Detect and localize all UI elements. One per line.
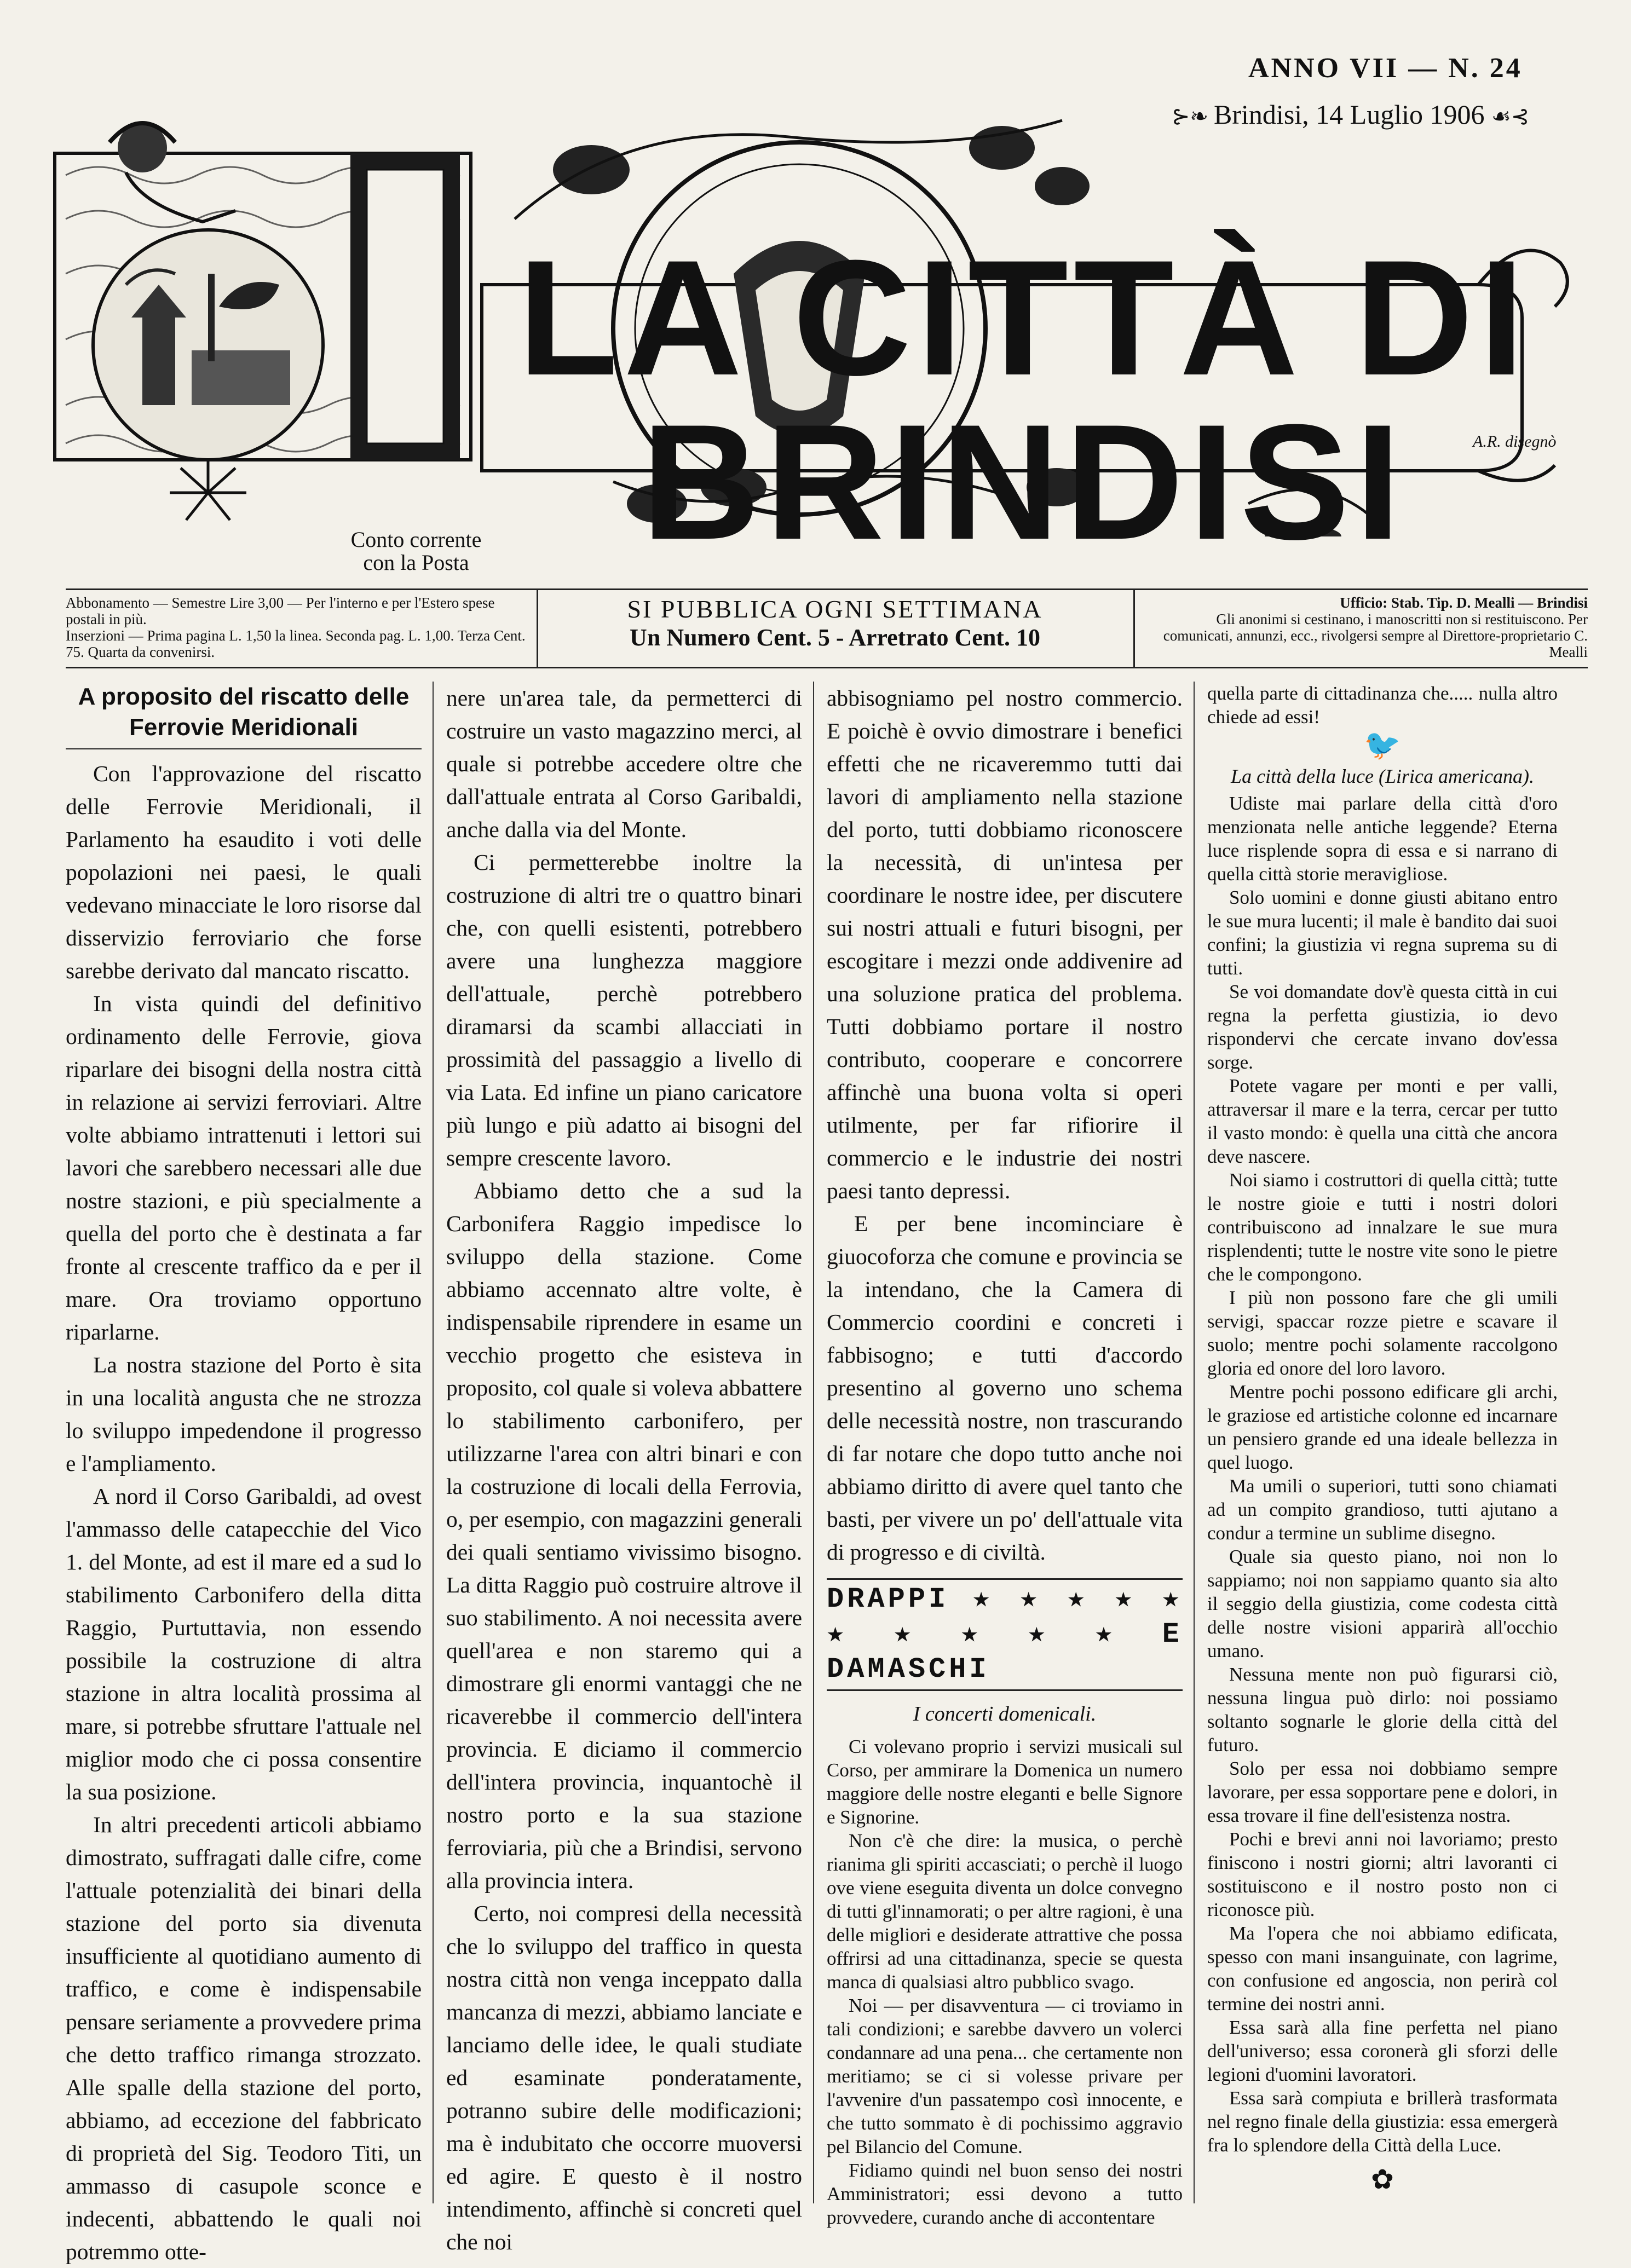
- paragraph: Quale sia questo piano, noi non lo sappiamo; noi non sappiamo quanto sia alto il seggio della giustizia, come codesta città delle nostre visioni apparirà all'occhio umano.: [1207, 1546, 1558, 1661]
- poem-title: La città della luce (Lirica americana).: [1231, 765, 1534, 787]
- price: Un Numero Cent. 5 - Arretrato Cent. 10: [630, 624, 1040, 651]
- column-rule: [1194, 682, 1195, 2203]
- paragraph: Noi siamo i costruttori di quella città; tutte le nostre gioie e tutti i nostri dolori contribuiscono ad innalzare le sue mura risplendenti; tutte le nostre vite sono le pietre che le compongono.: [1207, 1169, 1558, 1285]
- postal-note: Conto corrente con la Posta: [350, 527, 482, 575]
- paragraph: Fidiamo quindi nel buon senso dei nostri Amministratori; essi devono a tutto provvedere, curando anche di accontentare: [827, 2160, 1183, 2228]
- article-headline: A proposito del riscatto delle Ferrovie Meridionali: [78, 683, 410, 741]
- paragraph: abbisogniamo pel nostro commercio. E poichè è ovvio dimostrare i benefici effetti che ne ricaveremmo tutti dai lavori di ampliamento nella stazione del porto, tutti dobbiamo riconoscere la necessità, di un'intesa per coordinare le nostre idee, per discutere sui nostri attuali e futuri bisogni, per escogitare i mezzi onde addivenire ad una soluzione pratica del problema. Tutti dobbiamo portare il nostro contributo, cooperare e concorrere affinchè una buona volta si operi utilmente, per far rifiorire il commercio e le industrie dei nostri paesi tanto depressi.: [827, 685, 1183, 1203]
- paragraph: quella parte di cittadinanza che..... nulla altro chiede ad essi!: [1207, 683, 1558, 728]
- paragraph: Essa sarà alla fine perfetta nel piano dell'universo; essa coronerà gli sforzi delle legioni d'uomini lavoratori.: [1207, 2017, 1558, 2085]
- column-1: [66, 682, 422, 2268]
- issue-number: ANNO VII — N. 24: [1248, 53, 1523, 84]
- office-address: Ufficio: Stab. Tip. D. Mealli — Brindisi: [1340, 595, 1588, 611]
- date-text: Brindisi, 14 Luglio 1906: [1214, 99, 1485, 130]
- divider: [1133, 590, 1135, 667]
- newspaper-title: LA CITTÀ DI BRINDISI: [517, 226, 1530, 574]
- paragraph: Udiste mai parlare della città d'oro menzionata nelle antiche leggende? Eterna luce risplende sopra di essa e si narrano di quella città storie meravigliose.: [1207, 793, 1558, 885]
- paragraph: Con l'approvazione del riscatto delle Ferrovie Meridionali, il Parlamento ha esaudito i voti delle popolazioni nei paesi, le quali vedevano minacciate le loro risorse dal disservizio ferroviario che forse sarebbe derivato dal mancato riscatto.: [66, 761, 422, 983]
- paragraph: In altri precedenti articoli abbiamo dimostrato, suffragati dalle cifre, come l'attuale potenzialità dei binari della stazione del porto sia divenuta insufficiente al quotidiano aumento di traffico, e come è indispensabile pensare seriamente a provvedere prima che detto traffico rimanga strozzato. Alle spalle della stazione del porto, abbiamo, ad eccezione del fabbricato di proprietà del Sig. Teodoro Titi, un ammasso di casupole sconce e indecenti, abbattendo le quali noi potremmo otte-: [66, 1812, 422, 2264]
- ornament-left-icon: ⊱❧: [1172, 104, 1214, 129]
- paragraph: Pochi e brevi anni noi lavoriamo; presto finiscono i nostri giorni; altri lavoranti ci sostituiscono e il nostro posto non ci riconosce più.: [1207, 1828, 1558, 1920]
- paragraph: Nessuna mente non può figurarsi ciò, nessuna lingua può dirlo: noi possiamo soltanto sognarle le glorie della città del futuro.: [1207, 1664, 1558, 1756]
- subscription-rates: Abbonamento — Semestre Lire 3,00 — Per l'interno e per l'Estero spese postali in più.: [66, 595, 495, 627]
- paragraph: Ci volevano proprio i servizi musicali sul Corso, per ammirare la Domenica un numero maggiore delle nostre eleganti e belle Signore e Signorine.: [827, 1736, 1183, 1828]
- paragraph: Ma umili o superiori, tutti sono chiamati ad un compito grandioso, tutti ajutano a condur a termine un sublime disegno.: [1207, 1475, 1558, 1544]
- paragraph: nere un'area tale, da permetterci di costruire un vasto magazzino merci, al quale si potrebbe accedere oltre che dall'attuale entrata al Corso Garibaldi, anche dalla via del Monte.: [446, 685, 802, 842]
- office-info: [1150, 595, 1588, 660]
- paragraph: I più non possono fare che gli umili servigi, spaccar rozze pietre e scavare il suolo; mentre pochi solamente raccolgono gloria ed onore del loro lavoro.: [1207, 1287, 1558, 1379]
- paragraph: Mentre pochi possono edificare gli archi, le graziose ed artistiche colonne ed incarnare un pensiero grande ed una ideale bellezza in quel luogo.: [1207, 1381, 1558, 1473]
- rule: [66, 748, 422, 749]
- paragraph: Abbiamo detto che a sud la Carbonifera Raggio impedisce lo sviluppo della stazione. Come abbiamo accennato altre volte, è indispensabile riprendere in esame un vecchio progetto che esisteva in proposito, col quale si voleva abbattere lo stabilimento carbonifero, per utilizzarne l'area con altri binari e con la costruzione di locali della Ferrovia, o, per esempio, con magazzini generali dei quali sentiamo vivissimo bisogno. La ditta Raggio può costruire altrove il suo stabilimento. A noi necessita avere quell'area e non staremo qui a dimostrare gli enormi vantaggi che ne ricaverebbe il commercio dell'intera provincia. E diciamo il commercio dell'intera provincia, inquantochè il nostro porto e la sua stazione ferroviaria, più che a Brindisi, servono alla provincia intera.: [446, 1178, 802, 1893]
- column-4: [1207, 682, 1558, 2195]
- column-rule: [813, 682, 814, 2203]
- editorial-note: Gli anonimi si cestinano, i manoscritti non si restituiscono. Per comunicati, annunzi, ecc., rivolgersi sempre al Direttore-proprietario C. Mealli: [1163, 611, 1588, 660]
- paragraph: Ci permetterebbe inoltre la costruzione di altri tre o quattro binari che, con quelli esistenti, potrebbero avere una lunghezza maggiore dell'attuale, perchè potrebbero diramarsi da scambi allacciati in prossimità del passaggio a livello di via Lata. Ed infine un piano caricatore più lungo e più adatto ai bisogni del sempre crescente lavoro.: [446, 850, 802, 1170]
- raven-icon: 🐦: [1364, 729, 1401, 761]
- column-2: [446, 682, 802, 2258]
- paragraph: Noi — per disavventura — ci troviamo in tali condizioni; e sarebbe davvero un volerci condannare ad una pena... che certamente non meritiamo; se ci si volesse privare per l'avvenire d'un passatempo così innocente, e che tutto sommato è di pochissimo aggravio pel Bilancio del Comune.: [827, 1995, 1183, 2157]
- paragraph: La nostra stazione del Porto è sita in una località angusta che ne strozza lo sviluppo impedendone il progresso e l'ampliamento.: [66, 1352, 422, 1476]
- paragraph: Ma l'opera che noi abbiamo edificata, spesso con mani insanguinate, con lagrime, con confusione ed angoscia, non perirà col termine dei nostri anni.: [1207, 1923, 1558, 2015]
- advert-banner: DRAPPI ★ ★ ★ ★ ★ ★ ★ ★ ★ ★ E DAMASCHI: [827, 1578, 1183, 1691]
- column-3: [827, 682, 1183, 2229]
- paragraph: In vista quindi del definitivo ordinamento delle Ferrovie, giova riparlare dei bisogni della nostra città in relazione ai servizi ferroviari. Altre volte abbiamo intrattenuti i lettori sui lavori che sarebbero necessari alle due nostre stazioni, e più specialmente a quella del porto che è destinata a far fronte al crescente traffico da e per il mare. Ora troviamo opportuno riparlarne.: [66, 991, 422, 1344]
- paragraph: Se voi domandate dov'è questa città in cui regna la perfetta giustizia, io devo rispondervi che cercate invano dov'essa sorge.: [1207, 981, 1558, 1073]
- paragraph: Essa sarà compiuta e brillerà trasformata nel regno finale della giustizia: essa emergerà fra lo splendore della Città della Luce.: [1207, 2087, 1558, 2156]
- printer-mark-icon: ✿: [1371, 2164, 1394, 2195]
- paragraph: Certo, noi compresi della necessità che lo sviluppo del traffico in questa nostra città non venga inceppato dalla mancanza di mezzi, abbiamo lanciate e lanciamo delle idee, le quali studiate ed esaminate ponderatamente, potranno subire delle modificazioni; ma è indubitato che occorre muoversi ed agire. E questo è il nostro intendimento, affinchè si concreti quel che noi: [446, 1901, 802, 2254]
- publishing-frequency: SI PUBBLICA OGNI SETTIMANA: [627, 595, 1043, 623]
- publication-info: [547, 595, 1122, 651]
- paragraph: E per bene incominciare è giuocoforza che comune e provincia se la intendano, che la Camera di Commercio coordini e concreti i fabbisogno; e tutti d'accordo presentino al governo uno schema delle necessità nostre, non trascurando di far notare che dopo tutto anche noi abbiamo diritto di avere quel tanto che basti, per vivere un po' dell'attuale vita di progresso e di civiltà.: [827, 1211, 1183, 1565]
- ornament-right-icon: ☙⊰: [1491, 104, 1530, 129]
- advert-rates: Inserzioni — Prima pagina L. 1,50 la linea. Seconda pag. L. 1,00. Terza Cent. 75. Quarta da convenirsi.: [66, 627, 526, 660]
- subscription-bar: [66, 588, 1588, 668]
- subscription-info: [66, 595, 526, 660]
- paragraph: Non c'è che dire: la musica, o perchè rianima gli spiriti accasciati; o perchè il luogo ove viene eseguita diventa un dolce convegno di tutti gl'innamorati; o per altre ragioni, è una delle migliori e desiderate attrattive che possa offrirsi ad una cittadinanza, specie se questa manca di qualsiasi altro pubblico svago.: [827, 1830, 1183, 1993]
- column-rule: [433, 682, 434, 2203]
- artist-signature: A.R. disegnò: [1473, 432, 1557, 451]
- divider: [537, 590, 538, 667]
- paragraph: Potete vagare per monti e per valli, attraversar il mare e la terra, cercar per tutto il vasto mondo: è quella una città che ancora deve nascere.: [1207, 1075, 1558, 1167]
- paragraph: Solo uomini e donne giusti abitano entro le sue mura lucenti; il male è bandito dai suoi confini; la giustizia vi regna suprema su di tutti.: [1207, 887, 1558, 979]
- section-subhead: I concerti domenicali.: [913, 1703, 1097, 1725]
- paragraph: Solo per essa noi dobbiamo sempre lavorare, per essa sopportare pene e dolori, in essa trovare il fine dell'esistenza nostra.: [1207, 1758, 1558, 1826]
- paragraph: A nord il Corso Garibaldi, ad ovest l'ammasso delle catapecchie del Vico 1. del Monte, ad est il mare ed a sud lo stabilimento Carbonifero della ditta Raggio, Purtuttavia, non essendo possibile la costruzione di altra stazione in altra località prossima al mare, si potrebbe sfruttare l'attuale nel miglior modo che ci possa consentire la sua posizione.: [66, 1484, 422, 1804]
